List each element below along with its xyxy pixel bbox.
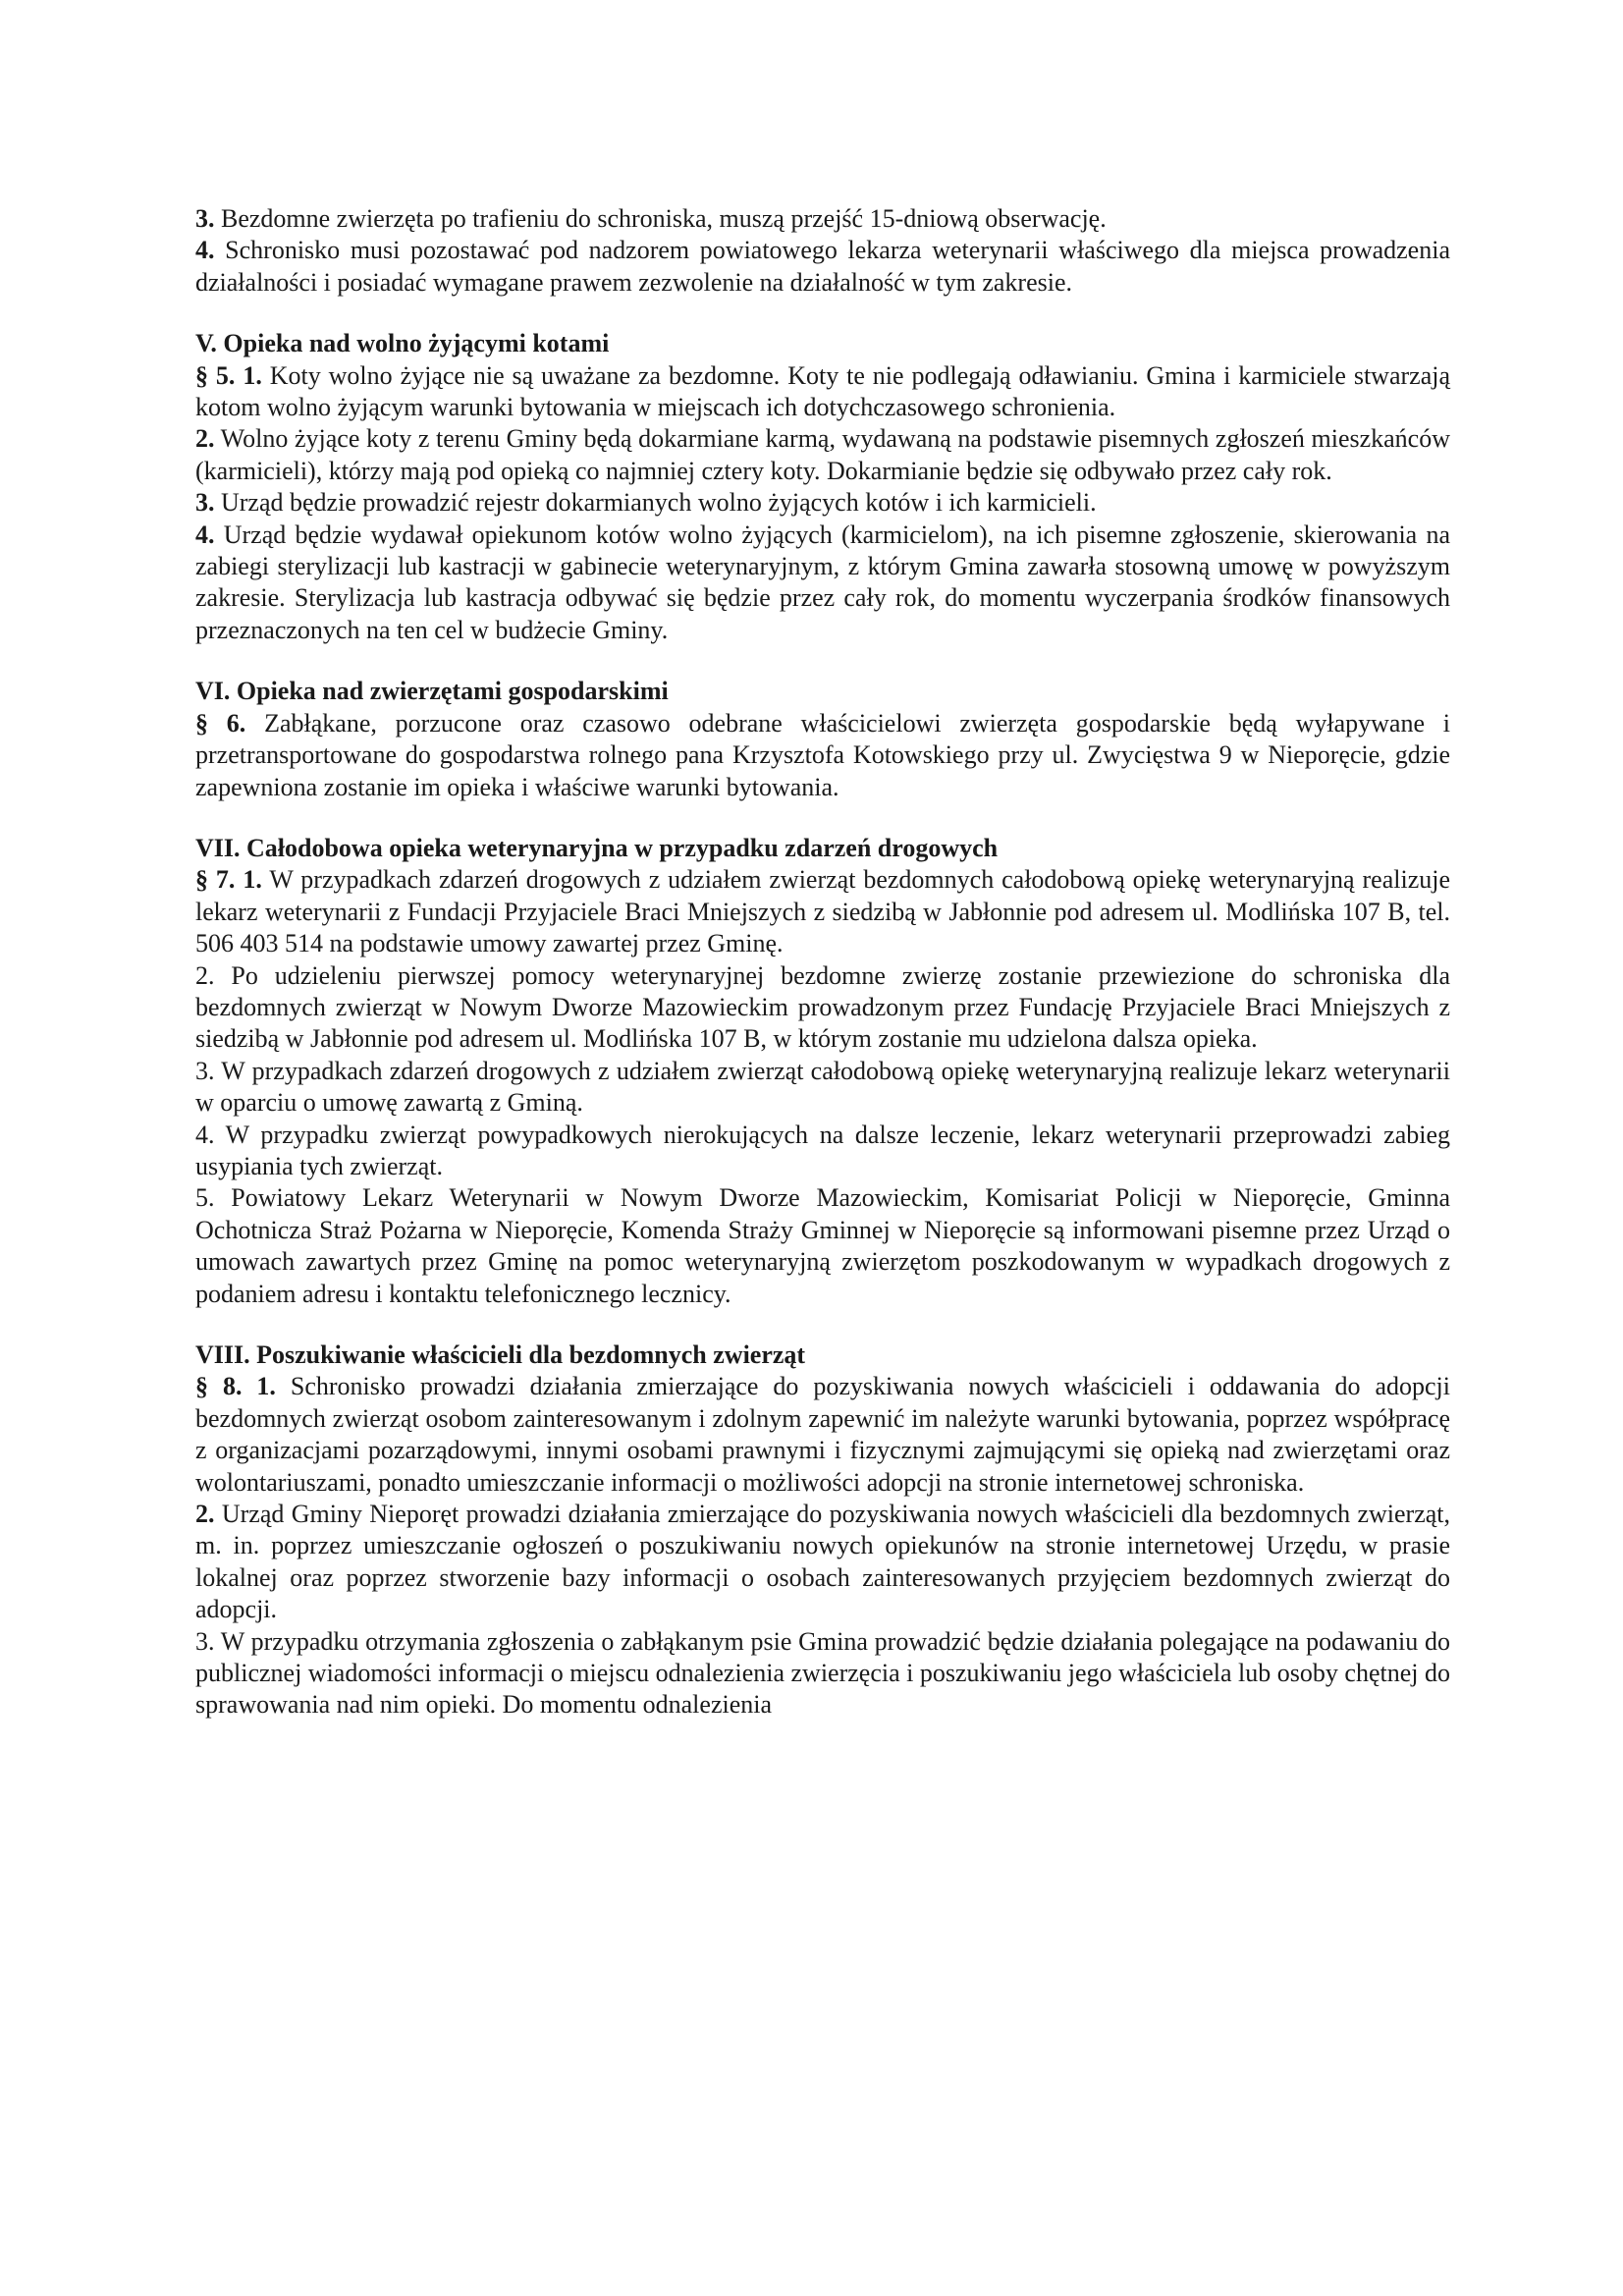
section-gap [195,646,1450,676]
paragraph-number: § 7. 1. [195,865,262,895]
paragraph-3 [195,203,1450,235]
section-gap [195,1310,1450,1339]
section-gap [195,803,1450,833]
paragraph-text: Bezdomne zwierzęta po trafieniu do schroniska, muszą przejść 15-dniową obserwację. [214,204,1107,233]
paragraph-text: Koty wolno żyjące nie są uważane za bezdomne. Koty te nie podlegają odławianiu. Gmina i karmiciele stwarzają kotom wolno żyjącym warunki bytowania w miejscach ich dotychczasowego schronienia. [195,360,1450,422]
section-heading-v: V. Opieka nad wolno żyjącymi kotami [195,329,610,358]
paragraph-text: Wolno żyjące koty z terenu Gminy będą dokarmiane karmą, wydawaną na podstawie pisemnych zgłoszeń mieszkańców (karmicieli), którzy mają pod opieką co najmniej cztery koty. Dokarmianie będzie się odbywało przez cały rok. [195,424,1450,485]
paragraph-number: § 8. 1. [195,1372,276,1401]
paragraph-number: 3. [195,204,215,233]
document-body [195,203,1450,1722]
section-8-paragraph-1 [195,1371,1450,1499]
section-5-paragraph-2 [195,423,1450,487]
paragraph-text: Schronisko musi pozostawać pod nadzorem powiatowego lekarza weterynarii właściwego dla miejsca prowadzenia działalności i posiadać wymagane prawem zezwolenie na działalność w tym zakresie. [195,236,1450,297]
section-8-paragraph-2 [195,1499,1450,1626]
paragraph-number: 4. [195,236,215,265]
section-7-paragraph-2: 2. Po udzieleniu pierwszej pomocy weterynaryjnej bezdomne zwierzę zostanie przewiezione do schroniska dla bezdomnych zwierząt w Nowym Dworze Mazowieckim prowadzonym przez Fundację Przyjaciele Braci Mniejszych z siedzibą w Jabłonnie pod adresem ul. Modlińska 107 B, w którym zostanie mu udzielona dalsza opieka. [195,960,1450,1054]
paragraph-number: 2. [195,1500,215,1529]
paragraph-text: Urząd będzie wydawał opiekunom kotów wolno żyjących (karmicielom), na ich pisemne zgłoszenie, skierowania na zabiegi sterylizacji lub kastracji w gabinecie weterynaryjnym, z którym Gmina zawarła stosowną umowę w powyższym zakresie. Sterylizacja lub kastracja odbywać się będzie przez cały rok, do momentu wyczerpania środków finansowych przeznaczonych na ten cel w budżecie Gminy. [195,519,1450,644]
paragraph-text: W przypadkach zdarzeń drogowych z udziałem zwierząt bezdomnych całodobową opiekę weterynaryjną realizuje lekarz weterynarii z Fundacji Przyjaciele Braci Mniejszych z siedzibą w Jabłonnie pod adresem ul. Modlińska 107 B, tel. 506 403 514 na podstawie umowy zawartej przez Gminę. [195,865,1451,958]
paragraph-text: Urząd Gminy Nieporęt prowadzi działania zmierzające do pozyskiwania nowych właścicieli dla bezdomnych zwierząt, m. in. poprzez umieszczanie ogłoszeń o poszukiwaniu nowych opiekunów na stronie internetowej Urzędu, w prasie lokalnej oraz poprzez stworzenie bazy informacji o osobach zainteresowanych przyjęciem bezdomnych zwierząt do adopcji. [195,1500,1450,1624]
section-7-paragraph-4: 4. W przypadku zwierząt powypadkowych nierokujących na dalsze leczenie, lekarz weterynarii przeprowadzi zabieg usypiania tych zwierząt. [195,1120,1450,1180]
section-8-paragraph-3: 3. W przypadku otrzymania zgłoszenia o zabłąkanym psie Gmina prowadzić będzie działania polegające na podawaniu do publicznej wiadomości informacji o miejscu odnalezienia zwierzęcia i poszukiwaniu jego właściciela lub osoby chętnej do sprawowania nad nim opieki. Do momentu odnalezienia [195,1626,1450,1720]
paragraph-text: Urząd będzie prowadzić rejestr dokarmianych wolno żyjących kotów i ich karmicieli. [214,488,1097,518]
section-heading-viii: VIII. Poszukiwanie właścicieli dla bezdomnych zwierząt [195,1340,806,1369]
section-5-paragraph-4 [195,519,1450,647]
section-heading-vi: VI. Opieka nad zwierzętami gospodarskimi [195,677,669,706]
paragraph-text: Zabłąkane, porzucone oraz czasowo odebrane właścicielowi zwierzęta gospodarskie będą wyłapywane i przetransportowane do gospodarstwa rolnego pana Krzysztofa Kotowskiego przy ul. Zwycięstwa 9 w Nieporęcie, gdzie zapewniona zostanie im opieka i właściwe warunki bytowania. [195,708,1450,801]
paragraph-number: § 5. 1. [195,360,262,390]
section-5-paragraph-3 [195,487,1450,519]
paragraph-number: 4. [195,519,215,549]
paragraph-number: § 6. [195,708,246,738]
section-heading-vii: VII. Całodobowa opieka weterynaryjna w przypadku zdarzeń drogowych [195,833,999,862]
section-7-paragraph-1 [195,864,1450,959]
section-7-paragraph-5: 5. Powiatowy Lekarz Weterynarii w Nowym Dworze Mazowieckim, Komisariat Policji w Nieporęcie, Gminna Ochotnicza Straż Pożarna w Nieporęcie, Komenda Straży Gminnej w Nieporęcie są informowani pisemne przez Urząd o umowach zawartych przez Gminę na pomoc weterynaryjną zwierzętom poszkodowanym w wypadkach drogowych z podaniem adresu i kontaktu telefonicznego lecznicy. [195,1183,1450,1308]
section-5-paragraph-1 [195,360,1450,424]
section-7-paragraph-3: 3. W przypadkach zdarzeń drogowych z udziałem zwierząt całodobową opiekę weterynaryjną realizuje lekarz weterynarii w oparciu o umowę zawartą z Gminą. [195,1056,1450,1118]
section-gap [195,299,1450,328]
paragraph-number: 3. [195,488,215,518]
paragraph-number: 2. [195,424,215,454]
paragraph-text: Schronisko prowadzi działania zmierzające do pozyskiwania nowych właścicieli i oddawania do adopcji bezdomnych zwierząt osobom zainteresowanym i zdolnym zapewnić im należyte warunki bytowania, poprzez współpracę z organizacjami pozarządowymi, innymi osobami prawnymi i fizycznymi zajmującymi się opieką nad zwierzętami oraz wolontariuszami, ponadto umieszczanie informacji o możliwości adopcji na stronie internetowej schroniska. [195,1372,1450,1497]
section-6-paragraph-1 [195,708,1450,803]
paragraph-4 [195,235,1450,299]
